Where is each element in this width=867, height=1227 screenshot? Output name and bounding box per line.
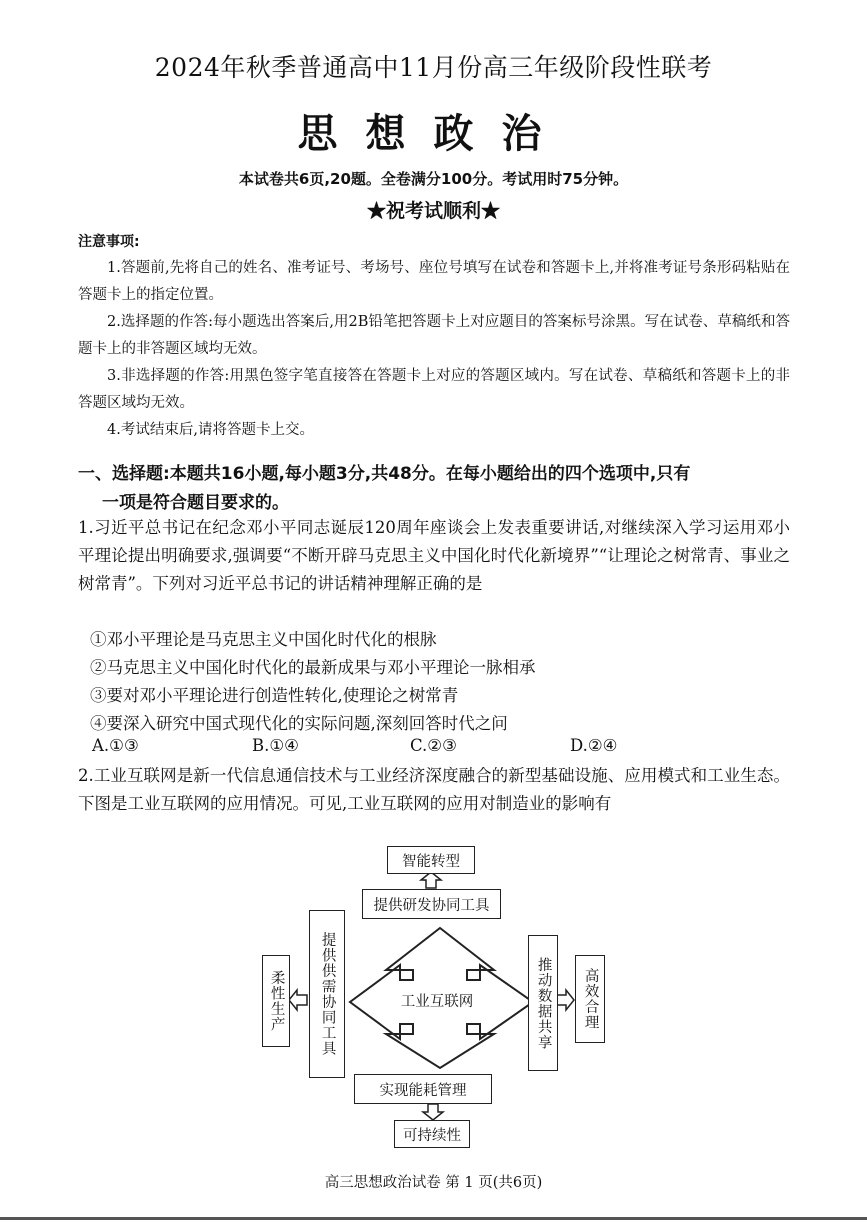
left-arrow-icon xyxy=(289,990,307,1010)
notice-item: 4.考试结束后,请将答题卡上交。 xyxy=(107,422,314,438)
bottom-divider xyxy=(0,1217,867,1220)
notice-item: 2.选择题的作答:每小题选出答案后,用2B铅笔把答题卡上对应题目的答案标号涂黑。写在试卷、草稿纸和答题卡上的非答题区域均无效。 xyxy=(78,314,790,357)
section-heading-line: 一项是符合题目要求的。 xyxy=(102,493,289,513)
box-smart-transformation: 智能转型 xyxy=(387,846,475,874)
box-flexible-production: 柔性生产 xyxy=(262,955,290,1047)
question-1-choice-d: D.②④ xyxy=(570,736,618,755)
down-arrow-icon xyxy=(423,1104,443,1120)
question-1-statement: ②马克思主义中国化时代化的最新成果与邓小平理论一脉相承 xyxy=(90,658,536,677)
question-1-choice-c: C.②③ xyxy=(410,736,457,755)
question-1-stem: 1.习近平总书记在纪念邓小平同志诞辰120周年座谈会上发表重要讲话,对继续深入学习运用邓小平理论提出明确要求,强调要“不断开辟马克思主义中国化时代化新境界”“让理论之树常青、事业之树常青”。下列对习近平总书记的讲话精神理解正确的是 xyxy=(78,518,790,593)
box-sustainability: 可持续性 xyxy=(394,1120,470,1148)
question-1-choice-b: B.①④ xyxy=(252,736,299,755)
subject-title: 思想政治 xyxy=(297,110,570,157)
up-arrow-icon xyxy=(421,872,441,888)
question-2-stem: 2.工业互联网是新一代信息通信技术与工业经济深度融合的新型基础设施、应用模式和工业生态。下图是工业互联网的应用情况。可见,工业互联网的应用对制造业的影响有 xyxy=(78,766,790,813)
notice-item: 1.答题前,先将自己的姓名、准考证号、考场号、座位号填写在试卷和答题卡上,并将准考证号条形码粘贴在答题卡上的指定位置。 xyxy=(78,260,790,303)
question-1-statement: ③要对邓小平理论进行创造性转化,使理论之树常青 xyxy=(90,686,459,705)
notice-heading: 注意事项: xyxy=(78,234,140,250)
notice-item: 3.非选择题的作答:用黑色签字笔直接答在答题卡上对应的答题区域内。写在试卷、草稿纸和答题卡上的非答题区域均无效。 xyxy=(78,368,790,411)
question-1-statement: ①邓小平理论是马克思主义中国化时代化的根脉 xyxy=(90,630,437,649)
box-rd-collaboration-tools: 提供研发协同工具 xyxy=(362,889,501,919)
center-label: 工业互联网 xyxy=(400,993,474,1010)
box-efficient-rational: 高效合理 xyxy=(575,955,605,1043)
page-footer: 高三思想政治试卷 第 1 页(共6页) xyxy=(324,1175,543,1191)
exam-info: 本试卷共6页,20题。全卷满分100分。考试用时75分钟。 xyxy=(238,170,629,188)
good-luck-banner: ★祝考试顺利★ xyxy=(366,200,500,222)
right-arrow-icon xyxy=(556,990,574,1010)
question-1-statement: ④要深入研究中国式现代化的实际问题,深刻回答时代之问 xyxy=(90,714,508,733)
section-heading-line: 一、选择题:本题共16小题,每小题3分,共48分。在每小题给出的四个选项中,只有 xyxy=(78,464,691,484)
box-energy-management: 实现能耗管理 xyxy=(354,1074,492,1104)
question-1-choice-a: A.①③ xyxy=(92,736,139,755)
box-supply-demand-tools: 提供供需协同工具 xyxy=(309,910,345,1078)
exam-title: 2024年秋季普通高中11月份高三年级阶段性联考 xyxy=(154,53,713,82)
box-data-sharing: 推动数据共享 xyxy=(528,935,558,1071)
